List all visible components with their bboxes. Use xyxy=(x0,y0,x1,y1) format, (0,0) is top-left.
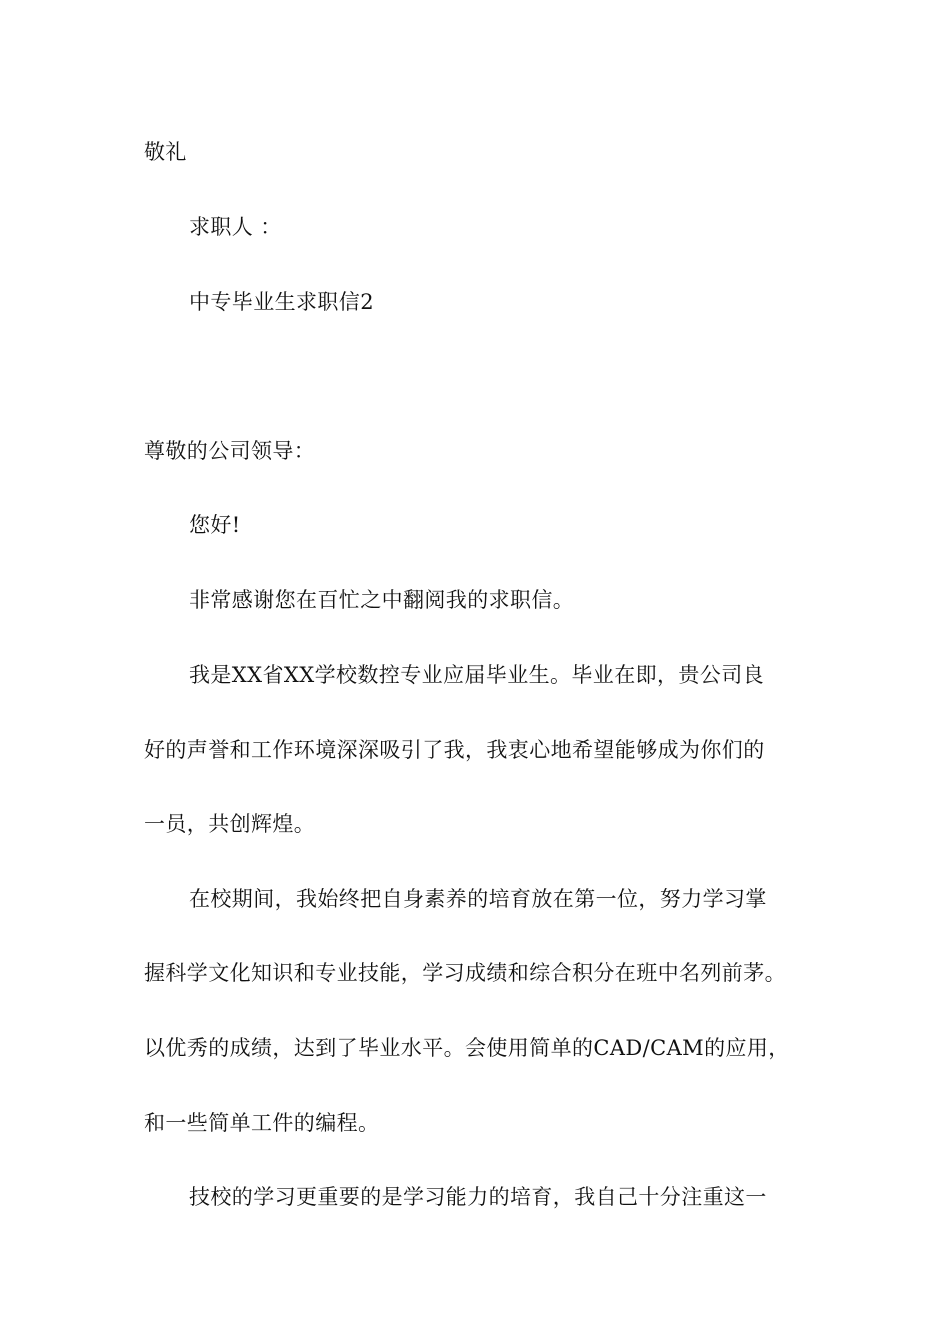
applicant-label: 求职人 ： xyxy=(189,215,282,239)
paragraph-line: 以优秀的成绩，达到了毕业水平。会使用简单的CAD/CAM的应用， xyxy=(144,1036,790,1060)
greeting-line: 您好! xyxy=(189,513,241,537)
paragraph-line: 一员，共创辉煌。 xyxy=(144,812,316,836)
paragraph-line: 好的声誉和工作环境深深吸引了我，我衷心地希望能够成为你们的 xyxy=(144,738,765,762)
salutation-line: 尊敬的公司领导： xyxy=(144,439,316,463)
paragraph-line: 和一些简单工件的编程。 xyxy=(144,1111,380,1135)
paragraph-line: 非常感谢您在百忙之中翻阅我的求职信。 xyxy=(189,588,575,612)
closing-line: 敬礼 xyxy=(144,140,187,164)
letter-title: 中专毕业生求职信2 xyxy=(189,290,374,314)
paragraph-line: 技校的学习更重要的是学习能力的培育，我自己十分注重这一 xyxy=(189,1185,767,1209)
paragraph-line: 握科学文化知识和专业技能，学习成绩和综合积分在班中名列前茅。 xyxy=(144,961,786,985)
paragraph-line: 在校期间，我始终把自身素养的培育放在第一位，努力学习掌 xyxy=(189,887,767,911)
paragraph-line: 我是XX省XX学校数控专业应届毕业生。毕业在即，贵公司良 xyxy=(189,663,764,687)
